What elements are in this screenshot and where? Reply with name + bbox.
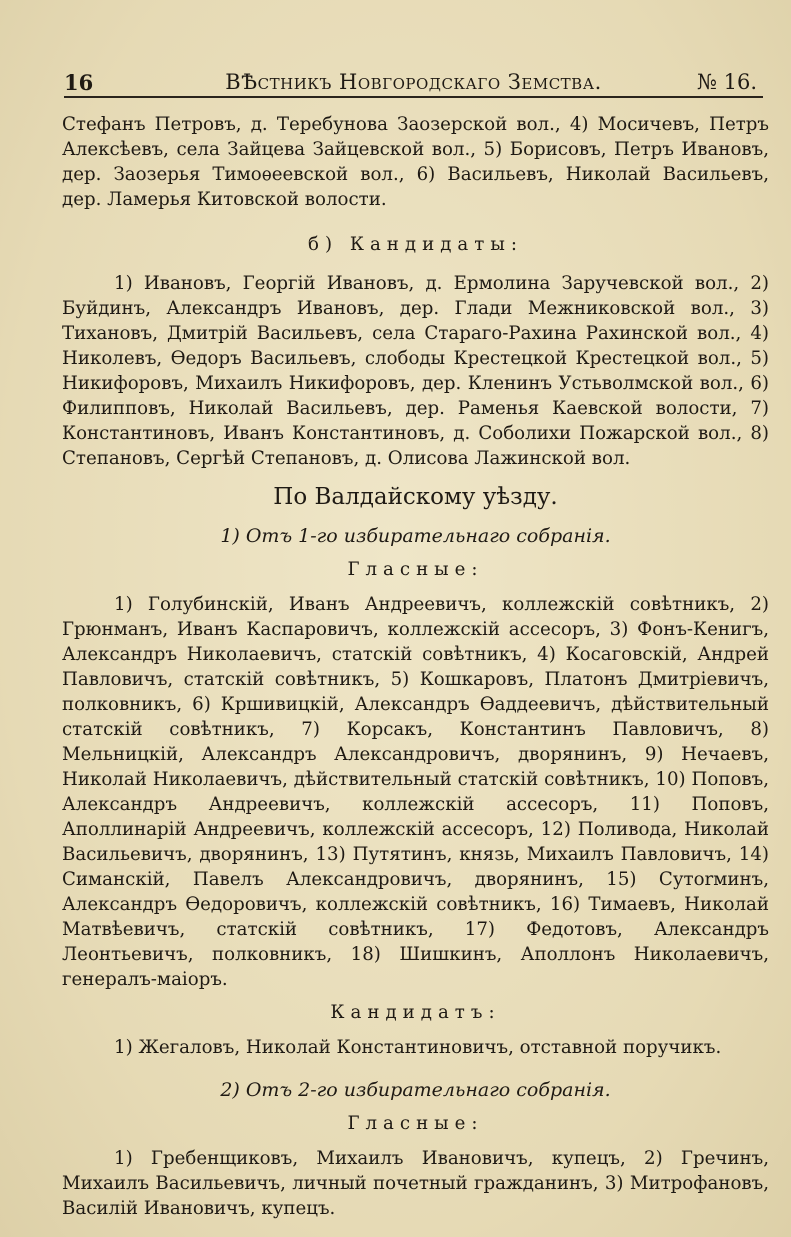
assembly-2-heading: 2) Отъ 2-го избирательнаго собранія. (220, 1079, 611, 1101)
intro-paragraph: Стефанъ Петровъ, д. Теребунова Заозерской вол., 4) Мосичевъ, Петръ Алексѣевъ, села Зайцева Зайцевской вол., 5) Борисовъ, Петръ Ивановъ, дер. Заозерья Тимоѳеевской вол., 6) Васильевъ, Николай Васильевъ, дер. Ламерья Китовской волости. (62, 114, 769, 210)
glasnye-1-paragraph: 1) Голубинскій, Иванъ Андреевичъ, коллежскій совѣтникъ, 2) Грюнманъ, Иванъ Каспаровичъ, коллежскій ассесоръ, 3) Фонъ-Кенигъ, Александръ Николаевичъ, статскій совѣтникъ, 4) Косаговскій, Андрей Павловичъ, статскій совѣтникъ, 5) Кошкаровъ, Платонъ Дмитріевичъ, полковникъ, 6) Кршивицкій, Александръ Ѳаддеевичъ, дѣйствительный статскій совѣтникъ, 7) Корсакъ, Константинъ Павловичъ, 8) Мельницкій, Александръ Александровичъ, дворянинъ, 9) Нечаевъ, Николай Николаевичъ, дѣйствительный статскій совѣтникъ, 10) Поповъ, Александръ Андреевичъ, коллежскій ассесоръ, 11) Поповъ, Аполлинарій Андреевичъ, коллежскій ассесоръ, 12) Поливода, Николай Васильевичъ, дворянинъ, 13) Путятинъ, князь, Михаилъ Павловичъ, 14) Симанскій, Павелъ Александровичъ, дворянинъ, 15) Сутorминъ, Александръ Ѳедоровичъ, коллежскій совѣтникъ, 16) Тимаевъ, Николай Матвѣевичъ, статскій совѣтникъ, 17) Федотовъ, Александръ Леонтьевичъ, полковникъ, 18) Шишкинъ, Аполлонъ Николаевичъ, генералъ-маіоръ. (62, 594, 769, 990)
candidate-heading: Кандидатъ: (330, 1002, 501, 1023)
candidate-paragraph: 1) Жегаловъ, Николай Константиновичъ, отставной поручикъ. (114, 1037, 722, 1058)
candidates-paragraph: 1) Ивановъ, Георгій Ивановъ, д. Ермолина Заручевской вол., 2) Буйдинъ, Александръ Ивановъ, дер. Глади Межниковской вол., 3) Тихановъ, Дмитрій Васильевъ, села Стараго-Рахина Рахинской вол., 4) Николевъ, Ѳедоръ Васильевъ, слободы Крестецкой Крестецкой вол., 5) Никифоровъ, Михаилъ Никифоровъ, дер. Кленинъ Устьволмской вол., 6) Филипповъ, Николай Васильевъ, дер. Раменья Каевской волости, 7) Константиновъ, Иванъ Константиновъ, д. Соболихи Пожарской вол., 8) Степановъ, Сергѣй Степановъ, д. Олисова Лажинской вол. (62, 273, 769, 469)
district-heading: По Валдайскому уѣзду. (273, 484, 558, 510)
running-header (64, 66, 763, 98)
candidates-heading: б) Кандидаты: (308, 234, 523, 255)
page-number: 16 (64, 70, 94, 95)
glasnye-2-heading: Гласные: (347, 1113, 484, 1134)
issue-number: № 16. (697, 70, 757, 94)
journal-title: ВѢстникъ Новгородскаго Земства. (225, 70, 602, 94)
page-body (62, 112, 769, 1221)
assembly-1-heading: 1) Отъ 1-го избирательнаго собранія. (220, 525, 611, 547)
glasnye-2-paragraph: 1) Гребенщиковъ, Михаилъ Ивановичъ, купецъ, 2) Гречинъ, Михаилъ Васильевичъ, личный почетный гражданинъ, 3) Митрофановъ, Василій Ивановичъ, купецъ. (62, 1148, 769, 1219)
glasnye-1-heading: Гласные: (347, 559, 484, 580)
